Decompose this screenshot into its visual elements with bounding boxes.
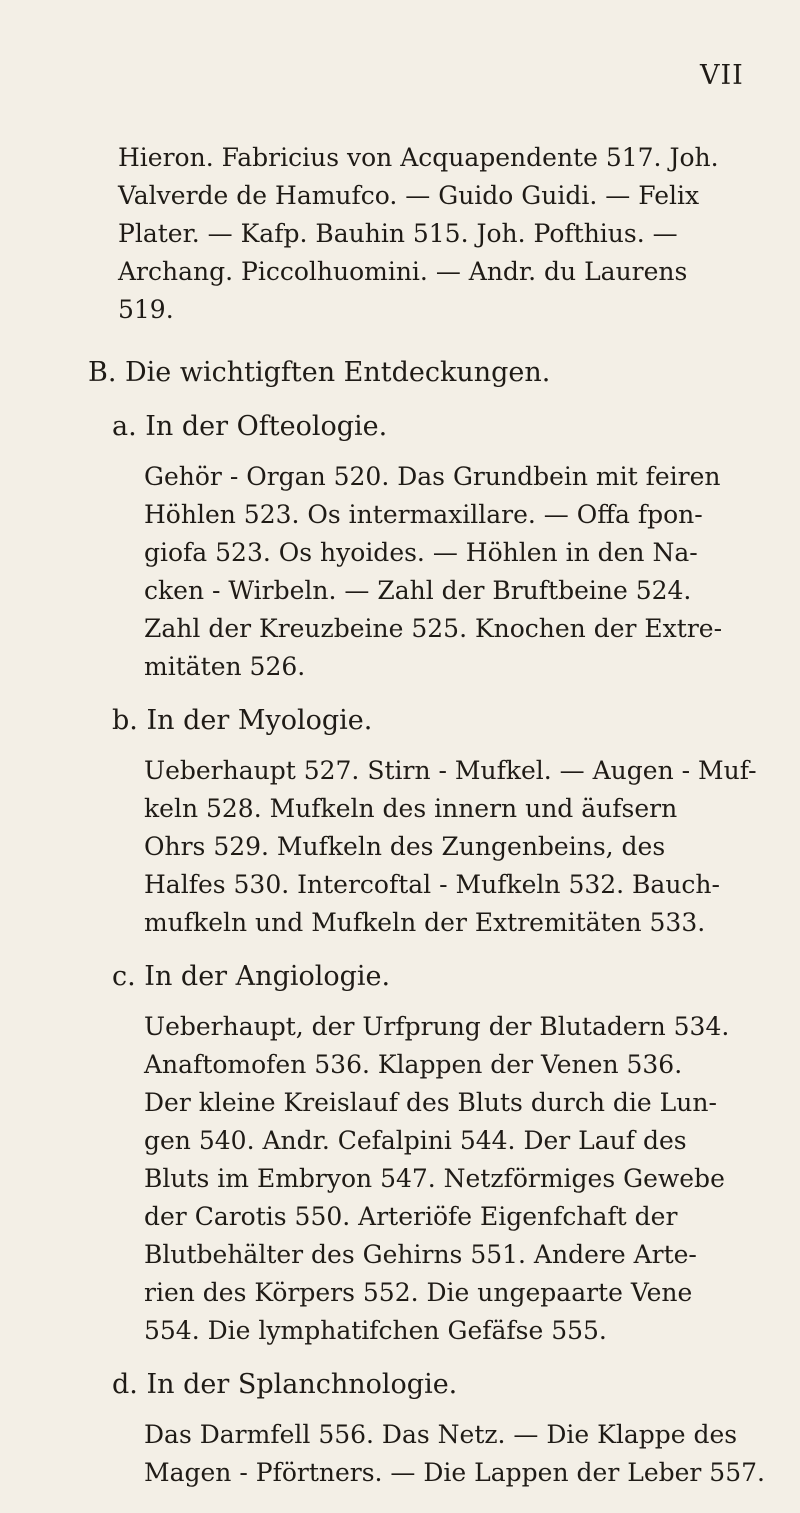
- text-line: 519.: [118, 295, 174, 324]
- text-line: Blutbehälter des Gehirns 551. Andere Arte-: [144, 1240, 697, 1269]
- text-line: Bluts im Embryon 547. Netzförmiges Gewebe: [144, 1164, 725, 1193]
- text-line: Archang. Piccolhuomini. — Andr. du Laurens: [118, 257, 688, 286]
- text-line: Hieron. Fabricius von Acquapendente 517. Joh.: [118, 143, 719, 172]
- text-line: Anaftomofen 536. Klappen der Venen 536.: [144, 1050, 683, 1079]
- subsection-heading-b: b. In der Myologie.: [112, 705, 373, 736]
- subsection-heading-a: a. In der Ofteologie.: [112, 411, 388, 442]
- text-line: mufkeln und Mufkeln der Extremitäten 533.: [144, 908, 706, 937]
- text-line: keln 528. Mufkeln des innern und äufsern: [144, 794, 678, 823]
- text-line: Halfes 530. Intercoftal - Mufkeln 532. Bauch-: [144, 870, 720, 899]
- text-line: Das Darmfell 556. Das Netz. — Die Klappe des: [144, 1420, 738, 1449]
- text-line: Der kleine Kreislauf des Bluts durch die Lun-: [144, 1088, 717, 1117]
- text-line: Plater. — Kafp. Bauhin 515. Joh. Pofthius. —: [118, 219, 678, 248]
- text-line: Ohrs 529. Mufkeln des Zungenbeins, des: [144, 832, 666, 861]
- page-number: VII: [700, 60, 744, 91]
- text-line: Zahl der Kreuzbeine 525. Knochen der Extre-: [144, 614, 723, 643]
- text-line: rien des Körpers 552. Die ungepaarte Vene: [144, 1278, 693, 1307]
- text-line: cken - Wirbeln. — Zahl der Bruftbeine 524.: [144, 576, 692, 605]
- text-line: 554. Die lymphatifchen Gefäfse 555.: [144, 1316, 607, 1345]
- text-line: der Carotis 550. Arteriöfe Eigenfchaft der: [144, 1202, 678, 1231]
- text-line: Magen - Pförtners. — Die Lappen der Leber 557.: [144, 1458, 765, 1487]
- section-heading-b: B. Die wichtigften Entdeckungen.: [88, 357, 551, 388]
- text-line: gen 540. Andr. Cefalpini 544. Der Lauf des: [144, 1126, 687, 1155]
- text-line: Höhlen 523. Os intermaxillare. — Offa fpon-: [144, 500, 703, 529]
- text-line: mitäten 526.: [144, 652, 306, 681]
- text-line: Ueberhaupt, der Urfprung der Blutadern 534.: [144, 1012, 730, 1041]
- text-line: giofa 523. Os hyoides. — Höhlen in den Na-: [144, 538, 698, 567]
- subsection-heading-c: c. In der Angiologie.: [112, 961, 391, 992]
- subsection-heading-d: d. In der Splanchnologie.: [112, 1369, 458, 1400]
- text-line: Ueberhaupt 527. Stirn - Mufkel. — Augen - Muf-: [144, 756, 757, 785]
- text-line: Gehör - Organ 520. Das Grundbein mit feiren: [144, 462, 721, 491]
- text-line: Valverde de Hamufco. — Guido Guidi. — Felix: [118, 181, 700, 210]
